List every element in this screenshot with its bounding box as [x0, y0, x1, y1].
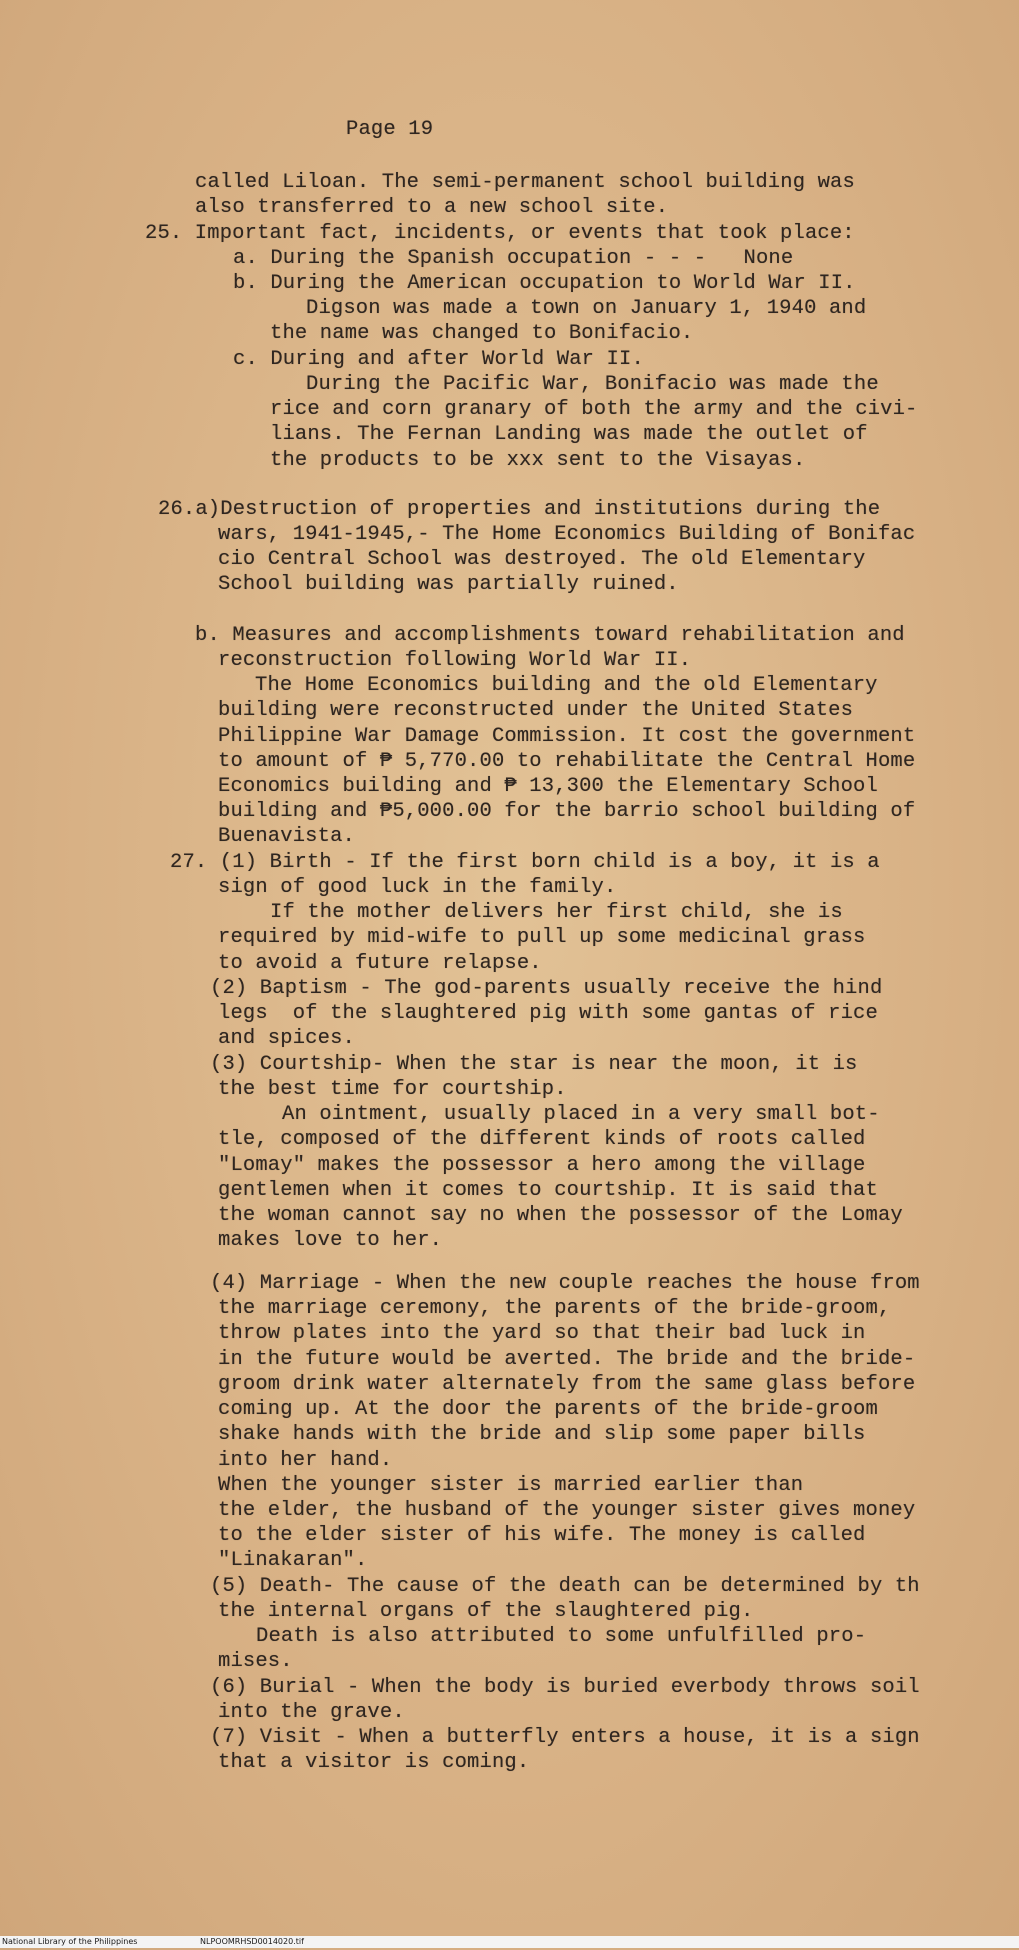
- text-line: cio Central School was destroyed. The old Elementary: [218, 548, 866, 571]
- text-line: (5) Death- The cause of the death can be determined by th: [210, 1575, 920, 1598]
- text-line: the name was changed to Bonifacio.: [270, 322, 694, 345]
- text-line: the products to be xxx sent to the Visayas.: [270, 449, 806, 472]
- text-line: If the mother delivers her first child, she is: [270, 901, 843, 924]
- text-line: the internal organs of the slaughtered pig.: [218, 1600, 754, 1623]
- text-line: that a visitor is coming.: [218, 1751, 530, 1774]
- text-line: sign of good luck in the family.: [218, 876, 617, 899]
- text-line: Death is also attributed to some unfulfilled pro-: [256, 1625, 867, 1648]
- text-line: During the Pacific War, Bonifacio was made the: [306, 373, 879, 396]
- text-line: (3) Courtship- When the star is near the moon, it is: [210, 1053, 858, 1076]
- text-line: and spices.: [218, 1027, 355, 1050]
- text-line: b. Measures and accomplishments toward rehabilitation and: [195, 624, 905, 647]
- text-line: lians. The Fernan Landing was made the outlet of: [270, 423, 868, 446]
- text-line: to the elder sister of his wife. The money is called: [218, 1524, 866, 1547]
- footer-library-label: National Library of the Philippines: [2, 1937, 138, 1946]
- scan-footer: [0, 1936, 1019, 1948]
- text-line: (7) Visit - When a butterfly enters a house, it is a sign: [210, 1726, 920, 1749]
- page-header: Page 19: [346, 118, 434, 141]
- footer-file-name: NLPOOMRHSD0014020.tif: [200, 1937, 304, 1946]
- text-line: groom drink water alternately from the same glass before: [218, 1373, 916, 1396]
- text-line: to amount of ₱ 5,770.00 to rehabilitate the Central Home: [218, 750, 916, 773]
- text-line: throw plates into the yard so that their bad luck in: [218, 1322, 866, 1345]
- text-line: a. During the Spanish occupation - - - None: [233, 247, 794, 270]
- text-line: 25. Important fact, incidents, or events that took place:: [145, 222, 855, 245]
- text-line: rice and corn granary of both the army and the civi-: [270, 398, 918, 421]
- text-line: called Liloan. The semi-permanent school building was: [195, 171, 855, 194]
- text-line: "Linakaran".: [218, 1549, 368, 1572]
- text-line: makes love to her.: [218, 1229, 443, 1252]
- text-line: b. During the American occupation to World War II.: [233, 272, 856, 295]
- text-line: gentlemen when it comes to courtship. It is said that: [218, 1179, 878, 1202]
- text-line: into the grave.: [218, 1701, 405, 1724]
- text-line: in the future would be averted. The bride and the bride-: [218, 1348, 916, 1371]
- text-line: tle, composed of the different kinds of roots called: [218, 1128, 866, 1151]
- text-line: (6) Burial - When the body is buried everbody throws soil: [210, 1676, 920, 1699]
- text-line: to avoid a future relapse.: [218, 952, 542, 975]
- text-line: shake hands with the bride and slip some paper bills: [218, 1423, 866, 1446]
- text-line: reconstruction following World War II.: [218, 649, 692, 672]
- text-line: into her hand.: [218, 1449, 393, 1472]
- text-line: 26.a)Destruction of properties and institutions during the: [158, 498, 881, 521]
- text-line: Philippine War Damage Commission. It cost the government: [218, 725, 916, 748]
- text-line: building were reconstructed under the United States: [218, 699, 854, 722]
- text-line: the elder, the husband of the younger sister gives money: [218, 1499, 916, 1522]
- text-line: also transferred to a new school site.: [195, 196, 669, 219]
- text-line: wars, 1941-1945,- The Home Economics Building of Bonifac: [218, 523, 916, 546]
- text-line: (4) Marriage - When the new couple reaches the house from: [210, 1272, 920, 1295]
- text-line: coming up. At the door the parents of the bride-groom: [218, 1398, 878, 1421]
- text-line: legs of the slaughtered pig with some gantas of rice: [218, 1002, 878, 1025]
- text-line: "Lomay" makes the possessor a hero among the village: [218, 1154, 866, 1177]
- text-line: the marriage ceremony, the parents of the bride-groom,: [218, 1297, 891, 1320]
- text-line: the woman cannot say no when the possessor of the Lomay: [218, 1204, 903, 1227]
- text-line: An ointment, usually placed in a very small bot-: [282, 1103, 880, 1126]
- text-line: building and ₱5,000.00 for the barrio school building of: [218, 800, 916, 823]
- text-line: The Home Economics building and the old Elementary: [255, 674, 878, 697]
- text-line: School building was partially ruined.: [218, 573, 679, 596]
- text-line: required by mid-wife to pull up some medicinal grass: [218, 926, 866, 949]
- text-line: 27. (1) Birth - If the first born child is a boy, it is a: [170, 851, 880, 874]
- text-line: c. During and after World War II.: [233, 348, 644, 371]
- text-line: Buenavista.: [218, 825, 355, 848]
- text-line: Digson was made a town on January 1, 1940 and: [306, 297, 867, 320]
- text-line: When the younger sister is married earlier than: [218, 1474, 804, 1497]
- text-line: the best time for courtship.: [218, 1078, 567, 1101]
- text-line: (2) Baptism - The god-parents usually receive the hind: [210, 977, 883, 1000]
- text-line: mises.: [218, 1650, 293, 1673]
- text-line: Economics building and ₱ 13,300 the Elementary School: [218, 775, 878, 798]
